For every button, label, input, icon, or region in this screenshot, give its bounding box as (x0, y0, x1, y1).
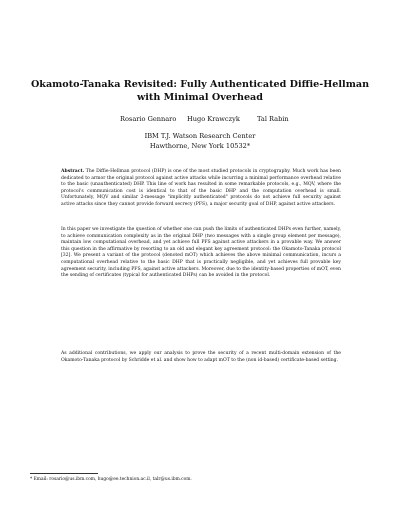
affiliation-line-1: IBM T.J. Watson Research Center (144, 132, 256, 140)
title-line-2: with Minimal Overhead (137, 91, 263, 103)
paragraph-2: In this paper we investigate the question of whether one can push the limits of authenticated DHPs even further, namely, to achieve communication complexity as in the original DHP (two messages with a single group element per message), maintain low computational overhead, and yet achieve full PFS against active attackers in a provable way. We answer this question in the affirmative by resorting to an old and elegant key agreement protocol: the Okamoto-Tanaka protocol [32]. We present a variant of the protocol (denoted mOT) which achieves the above minimal communication, incurs a computational overhead relative to the basic DHP that is practically negligible, and yet achieves full provable key agreement security, including PFS, against active attackers. Moreover, due to the identity-based properties of mOT, even the sending of certificates (typical for authenticated DHPs) can be avoided in the protocol. (61, 227, 341, 279)
author-krawczyk: Hugo Krawczyk (187, 115, 240, 123)
affiliation (0, 131, 400, 151)
title-line-1: Okamoto-Tanaka Revisited: Fully Authenticated Diffie-Hellman (30, 79, 370, 90)
affiliation-line-2: Hawthorne, New York 10532* (149, 142, 251, 150)
footnote-divider (30, 473, 98, 474)
author-rabin: Tal Rabin (257, 115, 289, 123)
abstract (61, 169, 341, 209)
abstract-label: Abstract. (61, 169, 85, 174)
footnote: * Email: rosario@us.ibm.com, hugo@ee.technion.ac.il, talr@us.ibm.com. (30, 477, 192, 482)
paper-title (30, 79, 370, 104)
paragraph-3: As additional contributions, we apply our analysis to prove the security of a recent multi-domain extension of the Okamoto-Tanaka protocol by Schridde et al. and show how to adapt mOT to the (non id-based) certificate-based setting. (61, 351, 341, 363)
abstract-text: The Diffie-Hellman protocol (DHP) is one of the most studied protocols in cryptography. Much work has been dedicated to armor the original protocol against active attacks while incurring a minimal performance overhead relative to the basic (unauthenticated) DHP. This line of work has resulted in some remarkable protocols, e.g., MQV, where the protocol's communication cost is identical to that of the basic DHP and the computation overhead is small. Unfortunately, MQV and similar 2-message "implicitly authenticated" protocols do not achieve full security against active attacks since they cannot provide forward secrecy (PFS), a major security goal of DHP, against active attackers. (61, 169, 341, 207)
author-gennaro: Rosario Gennaro (120, 115, 177, 123)
